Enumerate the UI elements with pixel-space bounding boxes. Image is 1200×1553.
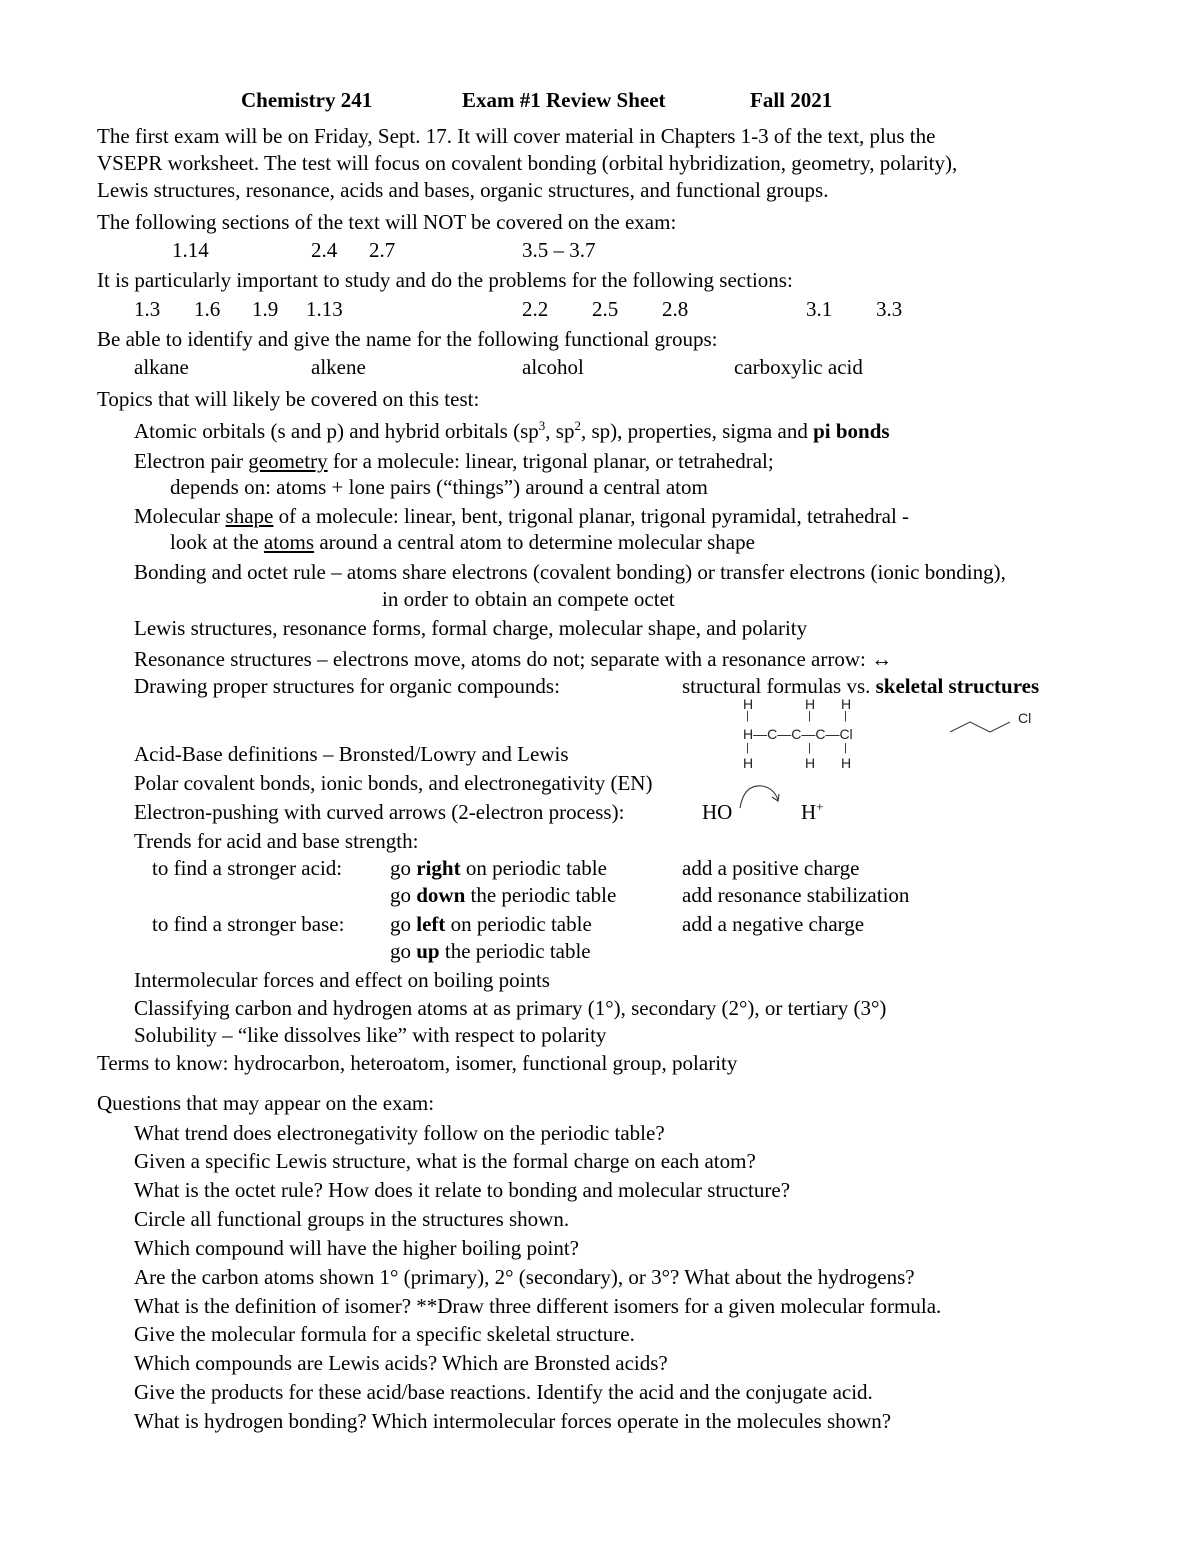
functional-group: alkane	[134, 355, 189, 379]
topic-octet-sub: in order to obtain an compete octet	[382, 587, 675, 611]
not-covered-section: 3.5 – 3.7	[522, 238, 596, 262]
topic-shape: Molecular shape of a molecule: linear, bent, trigonal planar, trigonal pyramidal, tetrahedral -	[134, 504, 910, 528]
topic-resonance: Resonance structures – electrons move, atoms do not; separate with a resonance arrow: ↔	[134, 647, 893, 671]
question-item: What trend does electronegativity follow on the periodic table?	[134, 1121, 665, 1145]
term-label: Fall 2021	[750, 88, 833, 112]
not-covered-section: 2.7	[369, 238, 396, 262]
intro-line-2: VSEPR worksheet. The test will focus on covalent bonding (orbital hybridization, geometry, polarity),	[97, 151, 958, 175]
important-heading: It is particularly important to study and do the problems for the following sections:	[97, 268, 793, 292]
question-item: Given a specific Lewis structure, what is the formal charge on each atom?	[134, 1149, 756, 1173]
not-covered-section: 1.14	[172, 238, 209, 262]
not-covered-heading: The following sections of the text will NOT be covered on the exam:	[97, 210, 677, 234]
important-section: 3.1	[806, 297, 833, 321]
important-section: 1.3	[134, 297, 161, 321]
topic-acid-base-definitions: Acid-Base definitions – Bronsted/Lowry and Lewis	[134, 742, 569, 766]
question-item: Circle all functional groups in the structures shown.	[134, 1207, 570, 1231]
intro-line-3: Lewis structures, resonance, acids and bases, organic structures, and functional groups.	[97, 178, 829, 202]
topic-orbitals: Atomic orbitals (s and p) and hybrid orbitals ($sp^3$, $sp^2$, sp), properties, sigma and pi bonds	[134, 418, 890, 443]
skeletal-structure	[948, 708, 1028, 738]
topic-lewis: Lewis structures, resonance forms, formal charge, molecular shape, and polarity	[134, 616, 808, 640]
functional-group: carboxylic acid	[734, 355, 863, 379]
topic-geometry-sub: depends on: atoms + lone pairs (“things”) around a central atom	[170, 475, 708, 499]
topic-solubility: Solubility – “like dissolves like” with respect to polarity	[134, 1023, 607, 1047]
topic-octet: Bonding and octet rule – atoms share electrons (covalent bonding) or transfer electrons (ionic bonding),	[134, 560, 1006, 584]
topics-heading: Topics that will likely be covered on this test:	[97, 387, 480, 411]
hydroxide-label: HO	[702, 800, 733, 824]
acid-trend-1: go right on periodic table	[390, 856, 607, 880]
functional-group: alkene	[311, 355, 366, 379]
important-section: 1.9	[252, 297, 279, 321]
base-trend-2: go up the periodic table	[390, 939, 591, 963]
topic-drawing: Drawing proper structures for organic compounds:	[134, 674, 560, 698]
topic-shape-sub: look at the atoms around a central atom to determine molecular shape	[170, 530, 755, 554]
important-section: 2.8	[662, 297, 689, 321]
question-item: What is the octet rule? How does it relate to bonding and molecular structure?	[134, 1178, 791, 1202]
terms-to-know: Terms to know: hydrocarbon, heteroatom, isomer, functional group, polarity	[97, 1051, 738, 1075]
proton-label: H+	[801, 799, 824, 824]
important-section: 1.6	[194, 297, 221, 321]
not-covered-section: 2.4	[311, 238, 338, 262]
question-item: What is hydrogen bonding? Which intermolecular forces operate in the molecules shown?	[134, 1409, 892, 1433]
topic-trends: Trends for acid and base strength:	[134, 829, 419, 853]
course-title: Chemistry 241	[241, 88, 373, 112]
important-section: 3.3	[876, 297, 903, 321]
acid-trend-2-note: add resonance stabilization	[682, 883, 910, 907]
skeletal-cl-label: Cl	[1018, 710, 1032, 726]
topic-drawing-vs: structural formulas vs. skeletal structures	[682, 674, 1040, 698]
stronger-acid-label: to find a stronger acid:	[152, 856, 343, 880]
acid-trend-2: go down the periodic table	[390, 883, 617, 907]
question-item: Which compounds are Lewis acids? Which are Bronsted acids?	[134, 1351, 668, 1375]
functional-groups-heading: Be able to identify and give the name for the following functional groups:	[97, 327, 718, 351]
exam-title: Exam #1 Review Sheet	[462, 88, 666, 112]
topic-classifying: Classifying carbon and hydrogen atoms at as primary (1°), secondary (2°), or tertiary (3°)	[134, 996, 887, 1020]
resonance-arrow-icon: ↔	[871, 647, 893, 671]
questions-heading: Questions that may appear on the exam:	[97, 1091, 435, 1115]
important-section: 2.5	[592, 297, 619, 321]
intro-line-1: The first exam will be on Friday, Sept. 17. It will cover material in Chapters 1-3 of the text, plus the	[97, 124, 936, 148]
question-item: What is the definition of isomer? **Draw three different isomers for a given molecular formula.	[134, 1294, 942, 1318]
topic-intermolecular: Intermolecular forces and effect on boiling points	[134, 968, 550, 992]
question-item: Give the molecular formula for a specific skeletal structure.	[134, 1322, 635, 1346]
topic-electron-pushing: Electron-pushing with curved arrows (2-electron process):	[134, 800, 625, 824]
stronger-base-label: to find a stronger base:	[152, 912, 345, 936]
functional-group: alcohol	[522, 355, 584, 379]
important-section: 2.2	[522, 297, 549, 321]
question-item: Are the carbon atoms shown 1° (primary), 2° (secondary), or 3°? What about the hydrogens?	[134, 1265, 915, 1289]
question-item: Give the products for these acid/base reactions. Identify the acid and the conjugate acid.	[134, 1380, 873, 1404]
question-item: Which compound will have the higher boiling point?	[134, 1236, 579, 1260]
base-trend-1-note: add a negative charge	[682, 912, 865, 936]
curved-arrow-icon	[728, 778, 788, 814]
base-trend-1: go left on periodic table	[390, 912, 592, 936]
topic-geometry: Electron pair geometry for a molecule: linear, trigonal planar, or tetrahedral;	[134, 449, 774, 473]
topic-polar-bonds: Polar covalent bonds, ionic bonds, and electronegativity (EN)	[134, 771, 653, 795]
important-section: 1.13	[306, 297, 343, 321]
acid-trend-1-note: add a positive charge	[682, 856, 860, 880]
